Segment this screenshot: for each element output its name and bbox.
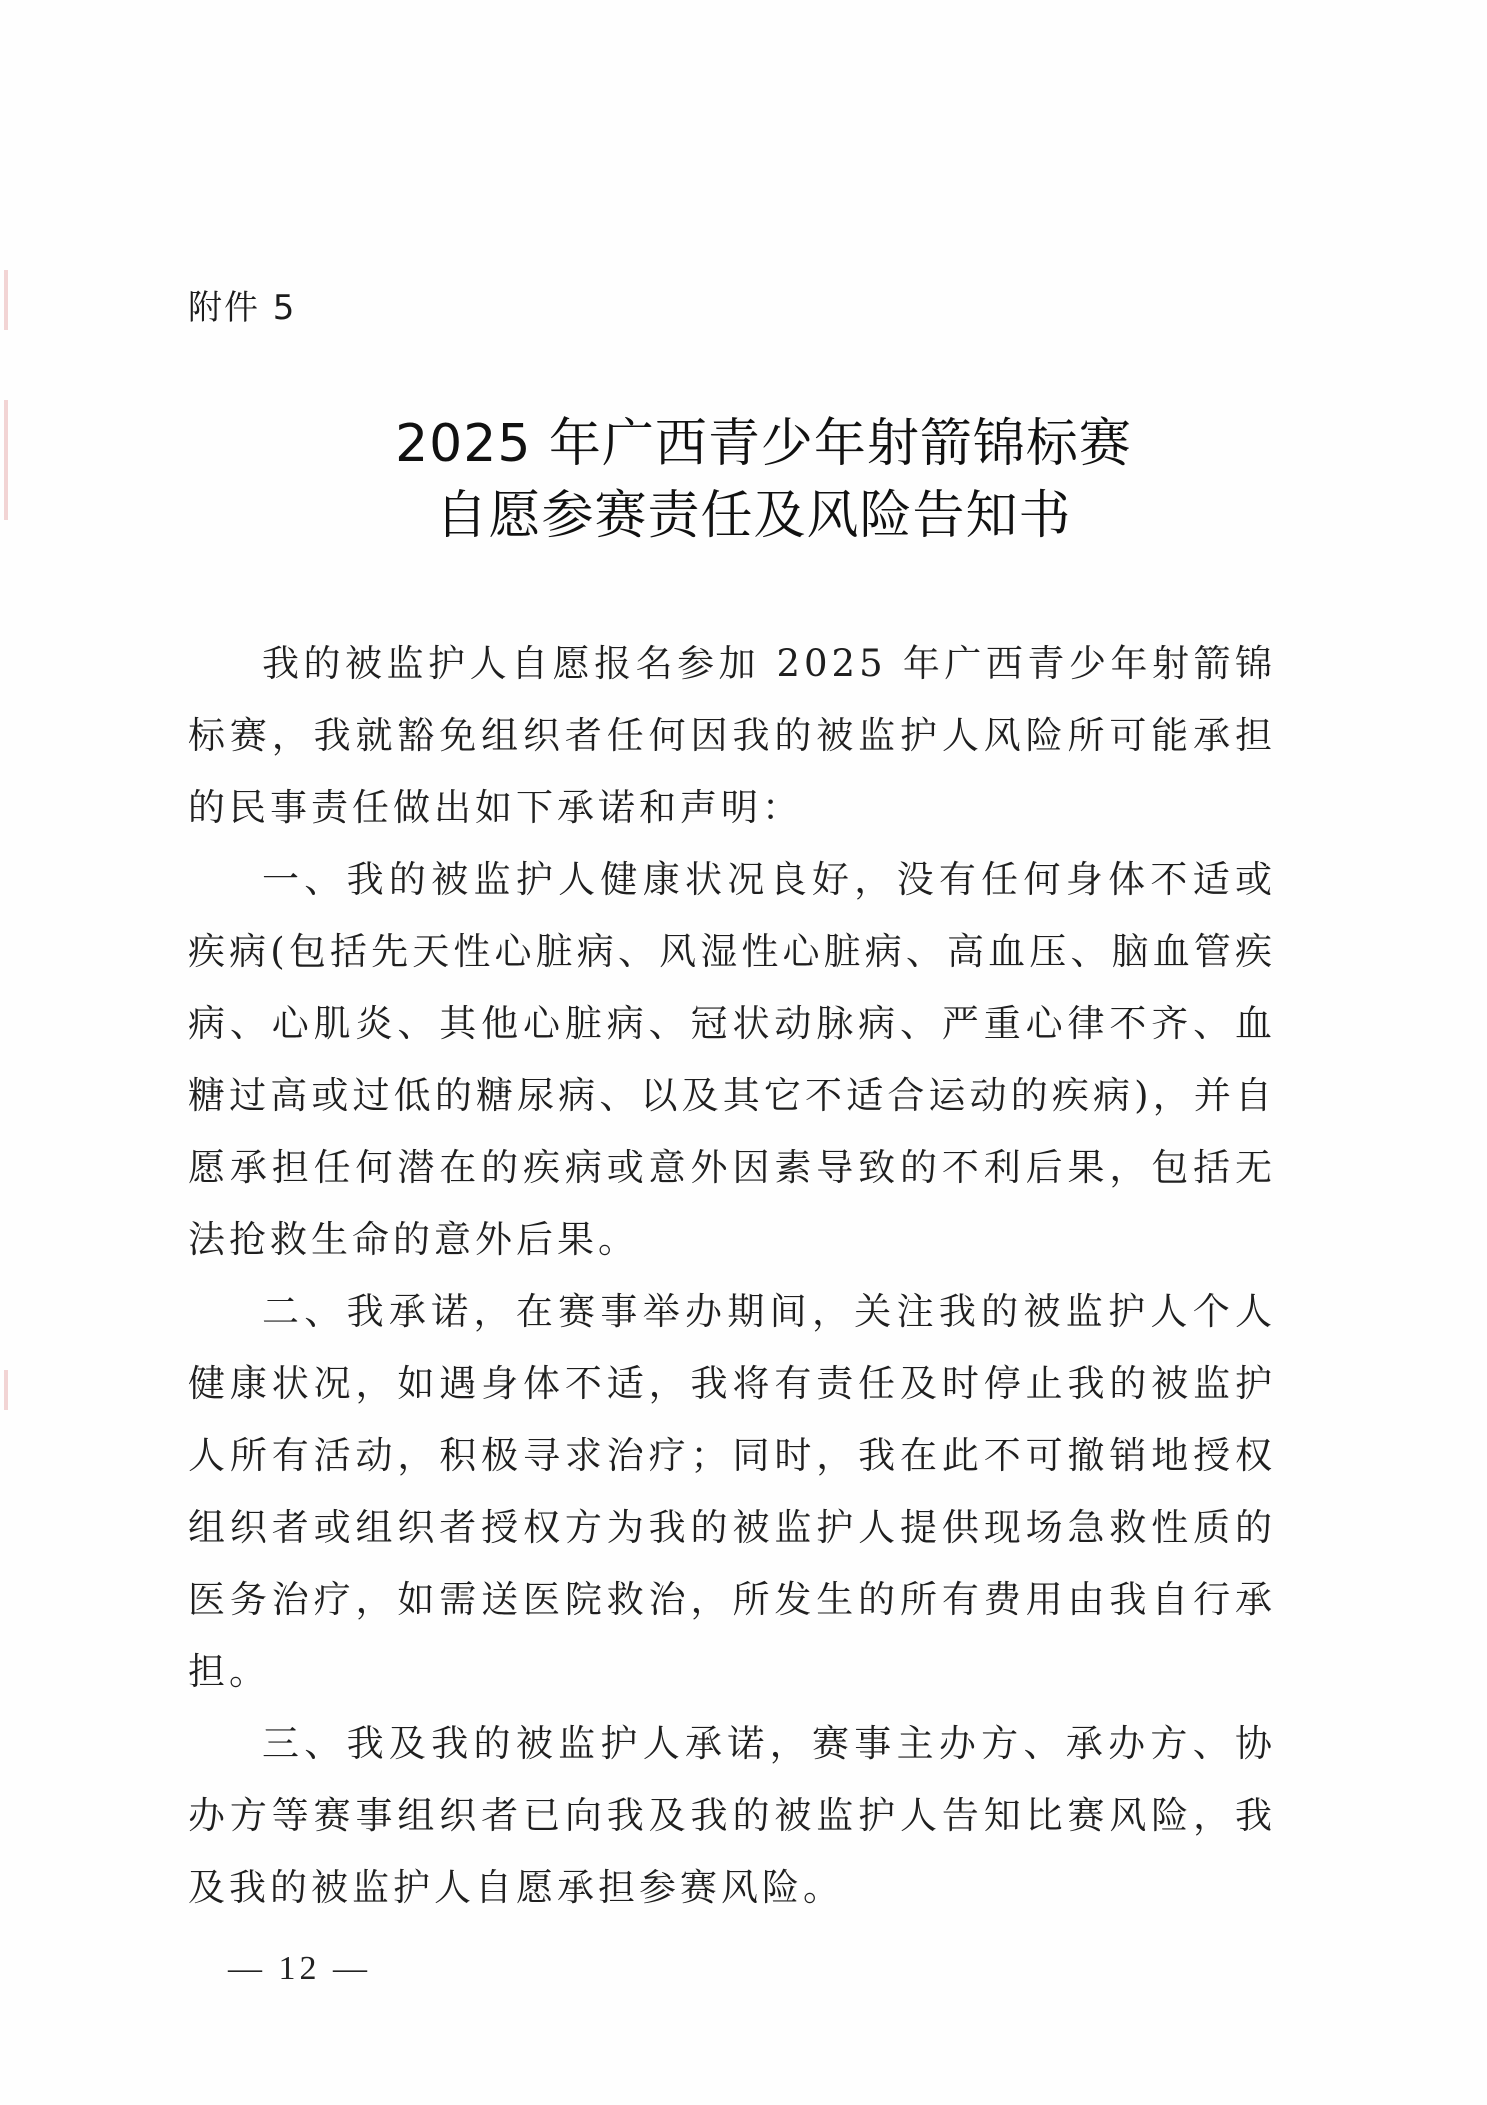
paragraph-clause-3: 三、我及我的被监护人承诺，赛事主办方、承办方、协办方等赛事组织者已向我及我的被监护人告知比赛风险，我及我的被监护人自愿承担参赛风险。	[188, 1722, 1276, 1909]
scan-mark	[4, 1370, 8, 1410]
paragraph-intro: 我的被监护人自愿报名参加 2025 年广西青少年射箭锦标赛，我就豁免组织者任何因我的被监护人风险所可能承担的民事责任做出如下承诺和声明：	[188, 642, 1276, 829]
attachment-label: 附件 5	[188, 288, 297, 328]
paragraph-clause-2: 二、我承诺，在赛事举办期间，关注我的被监护人个人健康状况，如遇身体不适，我将有责任及时停止我的被监护人所有活动，积极寻求治疗；同时，我在此不可撤销地授权组织者或组织者授权方为我的被监护人提供现场急救性质的医务治疗，如需送医院救治，所发生的所有费用由我自行承担。	[188, 1290, 1276, 1693]
page-number: — 12 —	[228, 1950, 371, 1987]
title-line-1: 2025 年广西青少年射箭锦标赛	[395, 414, 1132, 474]
document-title	[0, 408, 1487, 552]
document-body	[188, 628, 1276, 1924]
paragraph-clause-1: 一、我的被监护人健康状况良好，没有任何身体不适或疾病(包括先天性心脏病、风湿性心脏病、高血压、脑血管疾病、心肌炎、其他心脏病、冠状动脉病、严重心律不齐、血糖过高或过低的糖尿病、以及其它不适合运动的疾病)，并自愿承担任何潜在的疾病或意外因素导致的不利后果，包括无法抢救生命的意外后果。	[188, 858, 1276, 1261]
title-line-2: 自愿参赛责任及风险告知书	[435, 486, 1072, 546]
scan-mark	[4, 270, 8, 330]
